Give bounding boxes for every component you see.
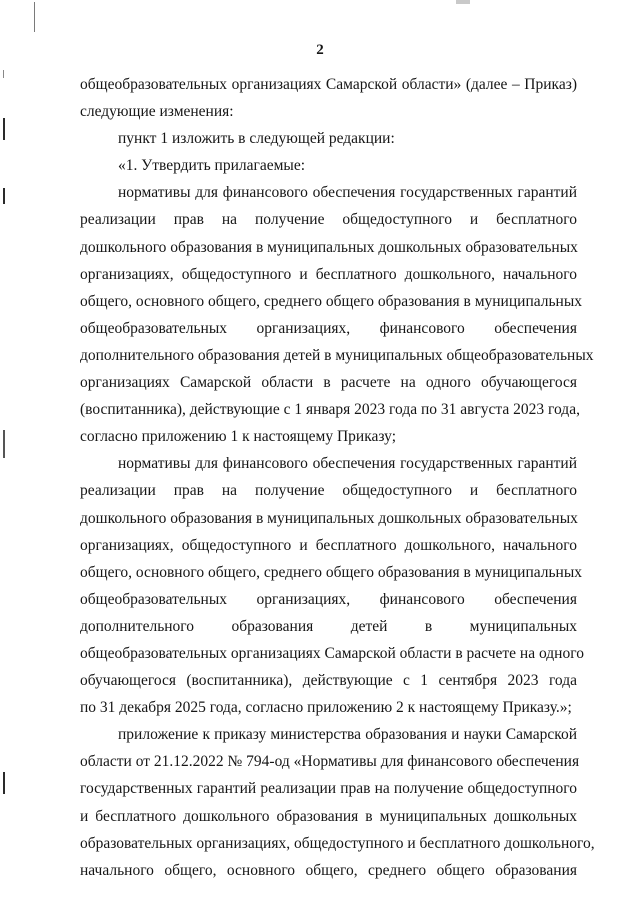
scan-edge-mark [3, 188, 5, 204]
text-line: приложение к приказу министерства образования и науки Самарской [118, 726, 577, 744]
scan-edge-mark [3, 430, 5, 458]
text-line: обучающегося (воспитанника), действующие с 1 сентября 2023 года [80, 672, 577, 690]
text-line: общеобразовательных организациях Самарской области в расчете на одного [80, 644, 584, 662]
text-line: общеобразовательных организациях, финансового обеспечения [80, 590, 577, 608]
text-line: области от 21.12.2022 № 794-од «Нормативы для финансового обеспечения [80, 753, 580, 771]
text-line: нормативы для финансового обеспечения государственных гарантий [118, 184, 577, 202]
text-line: общеобразовательных организациях Самарской области» (далее – Приказ) [80, 76, 577, 93]
text-line: образовательных организациях, общедоступного и бесплатного дошкольного, [80, 834, 595, 852]
page-number: 2 [316, 42, 324, 58]
scan-edge-mark [3, 70, 4, 78]
scan-edge-mark [34, 2, 35, 32]
text-line: согласно приложению 1 к настоящему Приказу; [80, 428, 397, 446]
text-line: реализации прав на получение общедоступного и бесплатного [80, 211, 577, 229]
text-line: нормативы для финансового обеспечения государственных гарантий [118, 455, 577, 473]
text-line: дошкольного образования в муниципальных дошкольных образовательных [80, 509, 578, 527]
text-line: пункт 1 изложить в следующей редакции: [118, 130, 395, 148]
text-line: по 31 декабря 2025 года, согласно приложению 2 к настоящему Приказу.»; [80, 699, 572, 717]
text-line: общего, основного общего, среднего общего образования в муниципальных [80, 292, 583, 310]
scan-edge-mark [3, 118, 5, 140]
text-line: организациях Самарской области в расчете на одного обучающегося [80, 374, 577, 392]
scan-edge-mark [3, 772, 5, 794]
text-line: следующие изменения: [80, 103, 234, 121]
text-line: и бесплатного дошкольного образования в муниципальных дошкольных [80, 807, 577, 825]
text-line: «1. Утвердить прилагаемые: [118, 157, 306, 175]
text-line: общего, основного общего, среднего общего образования в муниципальных [80, 563, 583, 581]
scan-artifact [456, 0, 470, 4]
text-line: начального общего, основного общего, среднего общего образования [80, 861, 577, 879]
text-line: государственных гарантий реализации прав на получение общедоступного [80, 780, 577, 798]
text-line: реализации прав на получение общедоступного и бесплатного [80, 482, 577, 500]
document-body [80, 71, 595, 884]
text-line: дополнительного образования детей в муниципальных [80, 617, 577, 635]
text-line: организациях, общедоступного и бесплатного дошкольного, начального [80, 265, 577, 283]
text-line: дополнительного образования детей в муниципальных общеобразовательных [80, 346, 594, 364]
text-line: дошкольного образования в муниципальных дошкольных образовательных [80, 238, 578, 256]
text-line: общеобразовательных организациях, финансового обеспечения [80, 319, 577, 337]
text-line: организациях, общедоступного и бесплатного дошкольного, начального [80, 536, 577, 554]
text-line: (воспитанника), действующие с 1 января 2023 года по 31 августа 2023 года, [80, 401, 580, 419]
